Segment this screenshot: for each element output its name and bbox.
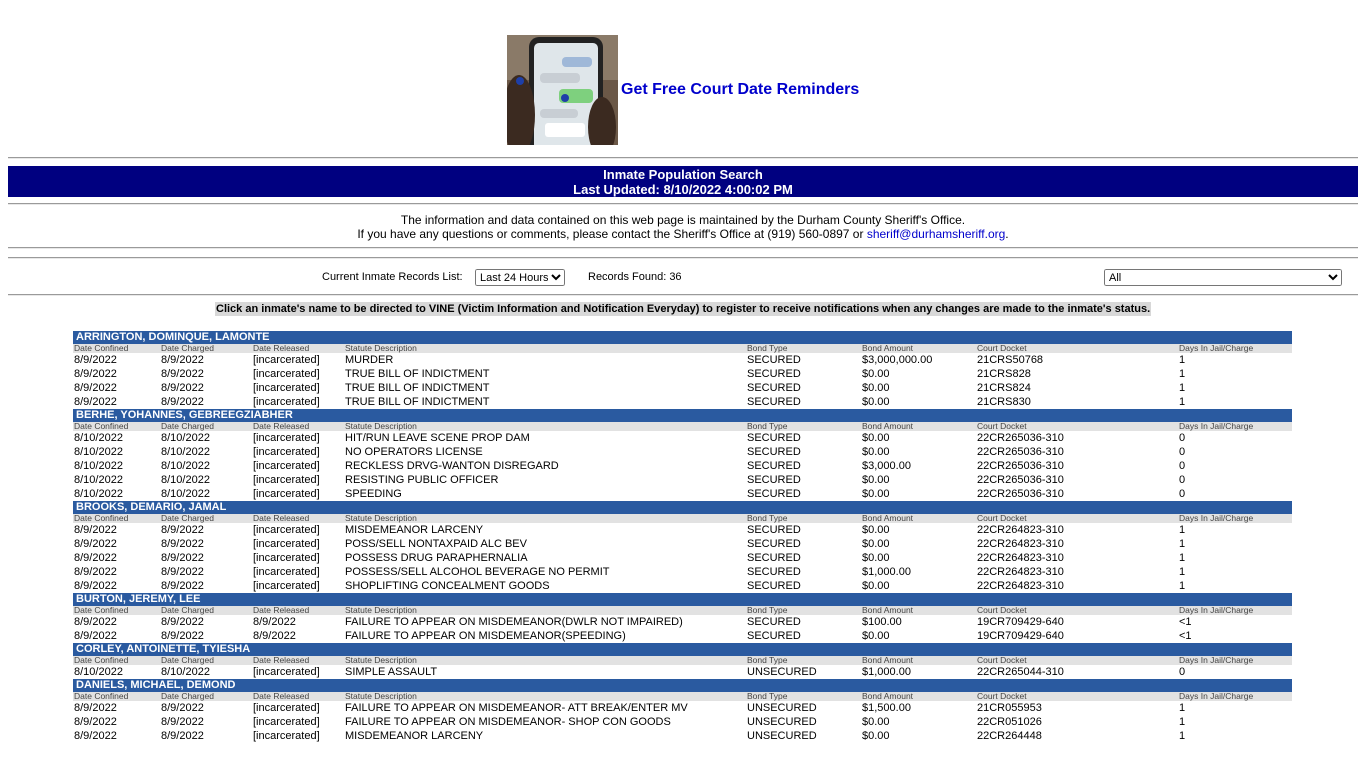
inmate-name-link[interactable]: CORLEY, ANTOINETTE, TYIESHA xyxy=(73,643,1292,656)
charge-row xyxy=(73,395,1292,409)
charge-cell: 22CR264448 xyxy=(977,730,1042,742)
charge-cell: 8/9/2022 xyxy=(161,368,204,380)
column-header: Bond Type xyxy=(747,655,788,665)
charge-row xyxy=(73,565,1292,579)
column-header: Statute Description xyxy=(345,655,417,665)
charge-cell: $0.00 xyxy=(862,730,890,742)
charge-cell: UNSECURED xyxy=(747,702,817,714)
charge-cell: 8/9/2022 xyxy=(74,580,117,592)
charge-cell: SHOPLIFTING CONCEALMENT GOODS xyxy=(345,580,550,592)
charge-cell: RECKLESS DRVG-WANTON DISREGARD xyxy=(345,460,559,472)
column-header: Bond Amount xyxy=(862,691,914,701)
column-header: Bond Amount xyxy=(862,605,914,615)
column-header: Date Released xyxy=(253,421,310,431)
column-header: Date Released xyxy=(253,655,310,665)
charge-cell: SECURED xyxy=(747,538,801,550)
charge-cell: [incarcerated] xyxy=(253,702,320,714)
charge-cell: SECURED xyxy=(747,552,801,564)
charge-cell: $0.00 xyxy=(862,368,890,380)
column-header: Court Docket xyxy=(977,513,1027,523)
column-header: Date Charged xyxy=(161,605,214,615)
charge-cell: 22CR265036-310 xyxy=(977,474,1064,486)
charge-cell: POSSESS/SELL ALCOHOL BEVERAGE NO PERMIT xyxy=(345,566,610,578)
charge-cell: TRUE BILL OF INDICTMENT xyxy=(345,382,490,394)
charge-cell: SECURED xyxy=(747,354,801,366)
charge-cell: 1 xyxy=(1179,580,1186,592)
column-header-row xyxy=(73,656,1292,665)
charge-cell: 1 xyxy=(1179,566,1186,578)
charge-cell: 8/9/2022 xyxy=(161,716,204,728)
column-header: Days In Jail/Charge xyxy=(1179,605,1254,615)
charge-cell: UNSECURED xyxy=(747,716,817,728)
charge-cell: [incarcerated] xyxy=(253,580,320,592)
charge-cell: SECURED xyxy=(747,432,801,444)
charge-cell: 1 xyxy=(1179,354,1186,366)
charge-cell: $1,000.00 xyxy=(862,666,911,678)
column-header: Court Docket xyxy=(977,421,1027,431)
charge-cell: 8/9/2022 xyxy=(161,616,204,628)
column-header: Bond Amount xyxy=(862,421,914,431)
column-header: Bond Type xyxy=(747,421,788,431)
divider xyxy=(8,203,1358,205)
charge-cell: 8/10/2022 xyxy=(74,474,123,486)
charge-cell: 8/9/2022 xyxy=(74,702,117,714)
charge-cell: HIT/RUN LEAVE SCENE PROP DAM xyxy=(345,432,530,444)
charge-cell: $1,500.00 xyxy=(862,702,911,714)
charge-cell: MURDER xyxy=(345,354,394,366)
column-header: Court Docket xyxy=(977,343,1027,353)
divider xyxy=(8,257,1358,259)
charge-cell: $0.00 xyxy=(862,396,890,408)
charge-row xyxy=(73,523,1292,537)
charge-cell: 8/9/2022 xyxy=(74,524,117,536)
contact-text: If you have any questions or comments, please contact the Sheriff's Office at (919) 560-0897 or xyxy=(357,227,864,241)
court-reminder-promo xyxy=(507,35,859,145)
charge-cell: TRUE BILL OF INDICTMENT xyxy=(345,396,490,408)
page-title-bar xyxy=(8,166,1358,197)
charge-row xyxy=(73,431,1292,445)
charge-cell: UNSECURED xyxy=(747,666,817,678)
charge-cell: 21CRS828 xyxy=(977,368,1031,380)
charge-cell: [incarcerated] xyxy=(253,446,320,458)
charge-cell: UNSECURED xyxy=(747,730,817,742)
charge-cell: SECURED xyxy=(747,566,801,578)
charge-cell: 8/9/2022 xyxy=(161,702,204,714)
charge-cell: 22CR264823-310 xyxy=(977,552,1064,564)
charge-cell: 1 xyxy=(1179,716,1186,728)
charge-cell: 8/9/2022 xyxy=(74,730,117,742)
vine-instructions: Click an inmate's name to be directed to VINE (Victim Information and Notification Everyday) to register to receive notifications when any changes are made to the inmate's status. xyxy=(216,303,1151,315)
charge-cell: [incarcerated] xyxy=(253,524,320,536)
inmate-name-link[interactable]: BURTON, JEREMY, LEE xyxy=(73,593,1292,606)
column-header: Date Charged xyxy=(161,343,214,353)
court-reminder-link[interactable]: Get Free Court Date Reminders xyxy=(621,81,860,98)
charge-cell: 1 xyxy=(1179,396,1186,408)
charge-row xyxy=(73,473,1292,487)
column-header: Bond Type xyxy=(747,605,788,615)
charge-cell: 0 xyxy=(1179,488,1186,500)
inmate-name-link[interactable]: BROOKS, DEMARIO, JAMAL xyxy=(73,501,1292,514)
column-header: Date Charged xyxy=(161,691,214,701)
charge-cell: $0.00 xyxy=(862,432,890,444)
column-header: Date Confined xyxy=(74,605,129,615)
column-header: Court Docket xyxy=(977,691,1027,701)
charge-cell: SIMPLE ASSAULT xyxy=(345,666,438,678)
column-header: Bond Type xyxy=(747,343,788,353)
charge-cell: 8/9/2022 xyxy=(74,552,117,564)
charge-row xyxy=(73,665,1292,679)
charge-cell: 8/10/2022 xyxy=(161,432,210,444)
charge-cell: $3,000.00 xyxy=(862,460,911,472)
charge-cell: [incarcerated] xyxy=(253,566,320,578)
charge-cell: 8/10/2022 xyxy=(74,446,123,458)
charge-cell: FAILURE TO APPEAR ON MISDEMEANOR(DWLR NOT IMPAIRED) xyxy=(345,616,683,628)
charge-row xyxy=(73,715,1292,729)
charge-cell: 8/9/2022 xyxy=(161,538,204,550)
charge-row xyxy=(73,629,1292,643)
charge-cell: 21CRS50768 xyxy=(977,354,1044,366)
info-notice xyxy=(0,213,1366,241)
charge-cell: 0 xyxy=(1179,666,1186,678)
charge-cell: 0 xyxy=(1179,474,1186,486)
charge-cell: 8/9/2022 xyxy=(161,382,204,394)
charge-cell: 0 xyxy=(1179,446,1186,458)
charge-cell: 22CR265036-310 xyxy=(977,488,1064,500)
charge-cell: $0.00 xyxy=(862,538,890,550)
charge-cell: $0.00 xyxy=(862,488,890,500)
charge-cell: 22CR265036-310 xyxy=(977,460,1064,472)
charge-cell: SECURED xyxy=(747,446,801,458)
time-range-select[interactable] xyxy=(475,269,565,286)
charge-cell: 21CR055953 xyxy=(977,702,1042,714)
charge-cell: $0.00 xyxy=(862,382,890,394)
charge-cell: 1 xyxy=(1179,538,1186,550)
charge-row xyxy=(73,367,1292,381)
charge-cell: [incarcerated] xyxy=(253,552,320,564)
column-header: Days In Jail/Charge xyxy=(1179,691,1254,701)
charge-cell: 22CR264823-310 xyxy=(977,524,1064,536)
charge-cell: 8/10/2022 xyxy=(161,488,210,500)
email-link[interactable]: sheriff@durhamsheriff.org xyxy=(866,227,1006,241)
charge-cell: 1 xyxy=(1179,730,1186,742)
charge-cell: [incarcerated] xyxy=(253,382,320,394)
charge-row xyxy=(73,353,1292,367)
charge-row xyxy=(73,615,1292,629)
charge-cell: 22CR051026 xyxy=(977,716,1042,728)
column-header: Days In Jail/Charge xyxy=(1179,655,1254,665)
charge-cell: SECURED xyxy=(747,396,801,408)
charge-cell: 8/9/2022 xyxy=(74,382,117,394)
column-header: Statute Description xyxy=(345,691,417,701)
charge-cell: 21CRS824 xyxy=(977,382,1031,394)
charge-cell: MISDEMEANOR LARCENY xyxy=(345,730,484,742)
charge-cell: MISDEMEANOR LARCENY xyxy=(345,524,484,536)
charge-cell: $0.00 xyxy=(862,630,890,642)
page-title: Inmate Population Search xyxy=(603,167,763,182)
charge-cell: 8/10/2022 xyxy=(161,446,210,458)
column-header: Date Released xyxy=(253,691,310,701)
charge-cell: $3,000,000.00 xyxy=(862,354,933,366)
charge-cell: 8/9/2022 xyxy=(161,730,204,742)
charge-cell: [incarcerated] xyxy=(253,396,320,408)
column-header-row xyxy=(73,344,1292,353)
charge-cell: SECURED xyxy=(747,616,801,628)
charge-cell: 8/9/2022 xyxy=(74,396,117,408)
charge-cell: [incarcerated] xyxy=(253,368,320,380)
charge-cell: FAILURE TO APPEAR ON MISDEMEANOR- SHOP CON GOODS xyxy=(345,716,671,728)
charge-cell: 8/9/2022 xyxy=(253,616,296,628)
phone-text-message-image[interactable] xyxy=(507,35,618,145)
charge-cell: $0.00 xyxy=(862,580,890,592)
charge-row xyxy=(73,487,1292,501)
charge-cell: POSSESS DRUG PARAPHERNALIA xyxy=(345,552,528,564)
charge-cell: TRUE BILL OF INDICTMENT xyxy=(345,368,490,380)
charge-cell: 8/9/2022 xyxy=(161,524,204,536)
charge-cell: 1 xyxy=(1179,368,1186,380)
column-header: Date Released xyxy=(253,343,310,353)
charge-cell: <1 xyxy=(1179,616,1192,628)
charge-cell: 8/9/2022 xyxy=(161,552,204,564)
charge-cell: 8/9/2022 xyxy=(74,566,117,578)
charge-cell: 0 xyxy=(1179,460,1186,472)
charge-cell: [incarcerated] xyxy=(253,538,320,550)
charge-cell: 8/9/2022 xyxy=(161,354,204,366)
charge-cell: SECURED xyxy=(747,524,801,536)
column-header: Statute Description xyxy=(345,605,417,615)
charge-cell: SECURED xyxy=(747,460,801,472)
charge-cell: SECURED xyxy=(747,488,801,500)
charge-cell: FAILURE TO APPEAR ON MISDEMEANOR(SPEEDING) xyxy=(345,630,626,642)
charge-cell: 8/10/2022 xyxy=(161,460,210,472)
charge-cell: SECURED xyxy=(747,630,801,642)
column-header-row xyxy=(73,422,1292,431)
charge-cell: 21CRS830 xyxy=(977,396,1031,408)
charge-row xyxy=(73,459,1292,473)
column-header: Date Confined xyxy=(74,343,129,353)
last-updated: Last Updated: 8/10/2022 4:00:02 PM xyxy=(573,182,793,197)
charge-cell: $0.00 xyxy=(862,474,890,486)
column-header-row xyxy=(73,606,1292,615)
charge-cell: 22CR265036-310 xyxy=(977,432,1064,444)
column-header: Bond Type xyxy=(747,691,788,701)
column-header: Date Released xyxy=(253,605,310,615)
charge-cell: 1 xyxy=(1179,524,1186,536)
charge-cell: 8/10/2022 xyxy=(161,666,210,678)
column-header: Court Docket xyxy=(977,605,1027,615)
column-header: Court Docket xyxy=(977,655,1027,665)
charge-cell: [incarcerated] xyxy=(253,488,320,500)
charge-row xyxy=(73,381,1292,395)
divider xyxy=(8,294,1358,296)
charge-cell: <1 xyxy=(1179,630,1192,642)
column-header: Days In Jail/Charge xyxy=(1179,343,1254,353)
charge-cell: 1 xyxy=(1179,382,1186,394)
charge-cell: [incarcerated] xyxy=(253,354,320,366)
charge-cell: SPEEDING xyxy=(345,488,402,500)
charge-cell: SECURED xyxy=(747,580,801,592)
column-header: Date Confined xyxy=(74,691,129,701)
column-header-row xyxy=(73,692,1292,701)
inmate-name-link[interactable]: BERHE, YOHANNES, GEBREEGZIABHER xyxy=(73,409,1292,422)
inmate-records-table xyxy=(73,331,1292,743)
column-header: Days In Jail/Charge xyxy=(1179,421,1254,431)
column-header: Statute Description xyxy=(345,421,417,431)
charge-cell: $0.00 xyxy=(862,716,890,728)
charge-cell: [incarcerated] xyxy=(253,666,320,678)
charge-cell: 22CR264823-310 xyxy=(977,566,1064,578)
charge-row xyxy=(73,701,1292,715)
charge-cell: $1,000.00 xyxy=(862,566,911,578)
inmate-name-link[interactable]: DANIELS, MICHAEL, DEMOND xyxy=(73,679,1292,692)
column-header: Date Charged xyxy=(161,513,214,523)
charge-cell: 8/9/2022 xyxy=(74,616,117,628)
charge-cell: $0.00 xyxy=(862,552,890,564)
column-header: Days In Jail/Charge xyxy=(1179,513,1254,523)
charge-cell: [incarcerated] xyxy=(253,474,320,486)
info-line-1: The information and data contained on this web page is maintained by the Durham County Sheriff's Office. xyxy=(400,213,966,227)
inmate-name-link[interactable]: ARRINGTON, DOMINQUE, LAMONTE xyxy=(73,331,1292,344)
records-list-label: Current Inmate Records List: xyxy=(322,271,463,283)
contact-suffix: . xyxy=(1005,227,1009,241)
charge-cell: 22CR264823-310 xyxy=(977,538,1064,550)
divider xyxy=(8,247,1358,249)
charge-cell: 0 xyxy=(1179,432,1186,444)
column-header: Date Charged xyxy=(161,655,214,665)
charge-cell: $100.00 xyxy=(862,616,902,628)
charge-cell: 8/9/2022 xyxy=(161,630,204,642)
charge-cell: 8/9/2022 xyxy=(74,630,117,642)
column-header: Statute Description xyxy=(345,343,417,353)
column-header: Date Charged xyxy=(161,421,214,431)
charge-cell: 8/10/2022 xyxy=(74,488,123,500)
charge-cell: 8/10/2022 xyxy=(74,460,123,472)
divider xyxy=(8,157,1358,159)
column-header: Date Confined xyxy=(74,513,129,523)
column-header: Bond Type xyxy=(747,513,788,523)
charge-cell: FAILURE TO APPEAR ON MISDEMEANOR- ATT BREAK/ENTER MV xyxy=(345,702,688,714)
charge-cell: $0.00 xyxy=(862,524,890,536)
charge-cell: RESISTING PUBLIC OFFICER xyxy=(345,474,499,486)
charge-cell: 1 xyxy=(1179,552,1186,564)
charge-cell: SECURED xyxy=(747,474,801,486)
charge-cell: 8/10/2022 xyxy=(74,666,123,678)
charge-cell: 19CR709429-640 xyxy=(977,616,1064,628)
charge-cell: SECURED xyxy=(747,382,801,394)
charge-cell: 19CR709429-640 xyxy=(977,630,1064,642)
charge-cell: 8/9/2022 xyxy=(74,354,117,366)
charge-cell: 8/9/2022 xyxy=(253,630,296,642)
charge-row xyxy=(73,579,1292,593)
charge-cell: 8/10/2022 xyxy=(161,474,210,486)
charge-cell: SECURED xyxy=(747,368,801,380)
search-controls xyxy=(0,269,1366,287)
column-header: Bond Amount xyxy=(862,343,914,353)
charge-row xyxy=(73,729,1292,743)
charge-cell: 8/9/2022 xyxy=(74,716,117,728)
column-header: Bond Amount xyxy=(862,513,914,523)
charge-cell: 22CR265036-310 xyxy=(977,446,1064,458)
column-header: Statute Description xyxy=(345,513,417,523)
charge-row xyxy=(73,445,1292,459)
charge-cell: POSS/SELL NONTAXPAID ALC BEV xyxy=(345,538,527,550)
charge-cell: 8/9/2022 xyxy=(161,580,204,592)
column-header-row xyxy=(73,514,1292,523)
column-header: Bond Amount xyxy=(862,655,914,665)
charge-cell: [incarcerated] xyxy=(253,460,320,472)
charge-cell: 1 xyxy=(1179,702,1186,714)
charge-cell: 8/9/2022 xyxy=(74,538,117,550)
charge-cell: 8/9/2022 xyxy=(161,396,204,408)
charge-cell: [incarcerated] xyxy=(253,730,320,742)
column-header: Date Confined xyxy=(74,655,129,665)
column-header: Date Confined xyxy=(74,421,129,431)
charge-cell: [incarcerated] xyxy=(253,716,320,728)
records-found-count: Records Found: 36 xyxy=(588,271,682,283)
inmate-filter-select[interactable] xyxy=(1104,269,1342,286)
charge-cell: 8/9/2022 xyxy=(161,566,204,578)
column-header: Date Released xyxy=(253,513,310,523)
charge-cell: [incarcerated] xyxy=(253,432,320,444)
charge-cell: NO OPERATORS LICENSE xyxy=(345,446,483,458)
charge-row xyxy=(73,551,1292,565)
charge-cell: 22CR264823-310 xyxy=(977,580,1064,592)
info-line-2 xyxy=(0,227,1366,241)
charge-cell: 8/9/2022 xyxy=(74,368,117,380)
charge-row xyxy=(73,537,1292,551)
charge-cell: 22CR265044-310 xyxy=(977,666,1064,678)
charge-cell: 8/10/2022 xyxy=(74,432,123,444)
charge-cell: $0.00 xyxy=(862,446,890,458)
